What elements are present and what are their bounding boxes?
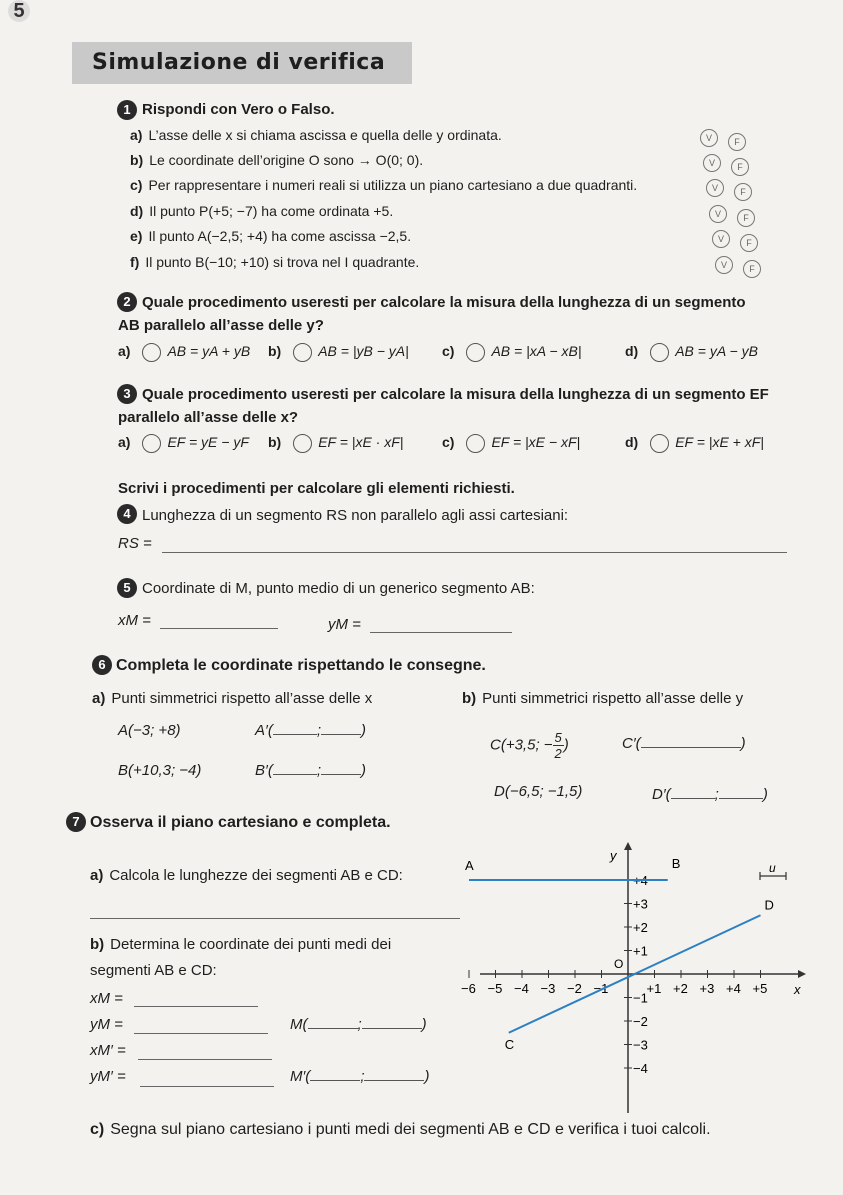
question-6-text: Completa le coordinate rispettando le consegne. — [116, 657, 486, 674]
q2-option-c[interactable] — [442, 343, 581, 362]
true-option-circle[interactable]: V — [715, 256, 733, 274]
x-axis-label: x — [794, 982, 801, 997]
y-tick-label: +2 — [633, 920, 648, 935]
fraction-denominator: 2 — [554, 746, 562, 761]
option-label: a) — [118, 434, 131, 451]
part-text: Determina le coordinate dei punti medi dei — [110, 936, 392, 953]
separator: ; — [360, 1068, 365, 1085]
m-label: M( — [290, 1016, 308, 1033]
y-tick-label: −1 — [633, 990, 648, 1006]
statement-text: Il punto A(−2,5; +4) ha come ascissa −2,5. — [148, 228, 412, 244]
y-axis-label: y — [610, 848, 617, 863]
true-option-circle[interactable]: V — [709, 205, 727, 223]
point-a: A(−3; +8) — [118, 722, 181, 739]
origin-label: O — [614, 957, 624, 971]
false-option-circle[interactable]: F — [737, 209, 755, 227]
ym-answer-line[interactable] — [370, 632, 512, 633]
option-label: c) — [442, 434, 455, 451]
true-option-circle[interactable]: V — [703, 154, 721, 172]
page-number: 5 — [8, 0, 30, 22]
unit-label: u — [769, 861, 776, 875]
separator: ; — [316, 762, 321, 779]
question-number-1: 1 — [117, 100, 137, 120]
q7-ym-label: yM = — [90, 1016, 123, 1033]
separator: ; — [714, 786, 719, 803]
true-option-circle[interactable]: V — [706, 179, 724, 197]
question-number-2: 2 — [117, 292, 137, 312]
close-paren: ) — [421, 1016, 427, 1033]
close-paren: ) — [762, 786, 768, 803]
q2-option-b[interactable] — [268, 343, 409, 362]
image-label: C′( — [622, 735, 641, 752]
ym-label: yM = — [328, 616, 361, 633]
question-7-text: Osserva il piano cartesiano e completa. — [90, 814, 391, 831]
question-5-text: Coordinate di M, punto medio di un generico segmento AB: — [142, 580, 535, 597]
option-formula: EF = |xE · xF| — [318, 434, 404, 451]
point-c — [490, 730, 569, 761]
false-option-circle[interactable]: F — [728, 133, 746, 151]
close-paren: ) — [424, 1068, 430, 1085]
part-label: c) — [90, 1121, 105, 1138]
point-c-prefix: C(+3,5; − — [490, 736, 553, 754]
q7-xm2-label: xM′ = — [90, 1042, 126, 1059]
radio-circle[interactable] — [466, 343, 485, 362]
question-4-text: Lunghezza di un segmento RS non parallelo agli assi cartesiani: — [142, 507, 569, 524]
option-label: b) — [268, 343, 282, 360]
option-formula: AB = yA + yB — [167, 343, 251, 360]
separator: ; — [316, 722, 321, 739]
part-label: a) — [90, 867, 104, 884]
page-title: Simulazione di verifica — [92, 50, 386, 75]
option-formula: EF = yE − yF — [167, 434, 249, 451]
tf-statement-b — [130, 152, 423, 168]
radio-circle[interactable] — [142, 434, 161, 453]
y-axis-arrow — [624, 842, 632, 850]
x-tick-label: −1 — [593, 981, 609, 996]
tf-statement-f — [130, 254, 419, 270]
question-1-text: Rispondi con Vero o Falso. — [142, 101, 335, 118]
statement-label: d) — [130, 203, 144, 219]
point-c-prime[interactable] — [622, 735, 746, 752]
statement-label: e) — [130, 228, 143, 244]
point-d-prime[interactable] — [652, 786, 768, 803]
y-tick-label: −2 — [633, 1014, 648, 1029]
point-a-prime[interactable] — [255, 722, 366, 739]
statement-label: c) — [130, 177, 143, 193]
point-label-B: B — [671, 856, 681, 871]
option-label: b) — [268, 434, 282, 451]
tf-statement-a — [130, 127, 502, 143]
q7-ym2-line[interactable] — [140, 1086, 274, 1087]
x-tick-label: −3 — [540, 981, 556, 996]
part-label: b) — [462, 690, 477, 707]
y-tick-label: +1 — [633, 943, 648, 959]
false-option-circle[interactable]: F — [740, 234, 758, 252]
true-option-circle[interactable]: V — [700, 129, 718, 147]
y-tick-label: −4 — [633, 1061, 648, 1076]
point-d: D(−6,5; −1,5) — [494, 783, 583, 800]
q2-option-d[interactable] — [625, 343, 758, 362]
option-label: c) — [442, 343, 455, 360]
q6-b-heading — [462, 690, 743, 707]
true-option-circle[interactable]: V — [712, 230, 730, 248]
y-tick-label: +3 — [633, 896, 648, 912]
part-label: b) — [90, 936, 105, 953]
option-label: a) — [118, 343, 131, 360]
q3-option-a[interactable] — [118, 434, 249, 453]
question-number-3: 3 — [117, 384, 137, 404]
tf-statement-d — [130, 203, 393, 219]
cartesian-plane — [461, 838, 830, 1118]
y-tick-label: +4 — [633, 873, 648, 888]
tf-statement-c — [130, 177, 637, 193]
part-label: a) — [92, 690, 106, 707]
y-tick-label: −3 — [633, 1037, 648, 1053]
part-text: Punti simmetrici rispetto all’asse delle y — [482, 690, 744, 707]
x-tick-label: +4 — [726, 981, 741, 996]
x-axis-arrow — [798, 970, 806, 978]
x-tick-label: +3 — [699, 981, 715, 996]
statement-label: f) — [130, 254, 140, 270]
fraction-numerator: 5 — [554, 730, 562, 745]
statement-text: L’asse delle x si chiama ascissa e quella delle y ordinata. — [148, 127, 502, 143]
part-text: Segna sul piano cartesiano i punti medi dei segmenti AB e CD e verifica i tuoi calcoli. — [110, 1121, 711, 1138]
x-tick-label: +5 — [752, 981, 768, 996]
q7-ym2-label: yM′ = — [90, 1068, 126, 1085]
close-paren: ) — [360, 762, 366, 779]
q7-xm-line[interactable] — [134, 1006, 258, 1007]
x-tick-label: −2 — [567, 981, 582, 996]
option-formula: EF = |xE + xF| — [675, 434, 764, 451]
false-option-circle[interactable]: F — [734, 183, 752, 201]
question-number-4: 4 — [117, 504, 137, 524]
q3-option-b[interactable] — [268, 434, 403, 453]
question-3-text-line2: parallelo all’asse delle x? — [118, 409, 299, 426]
xm-label: xM = — [118, 612, 151, 629]
option-formula: AB = |xA − xB| — [491, 343, 582, 360]
xm-answer-line[interactable] — [160, 628, 278, 629]
point-b-prime[interactable] — [255, 762, 366, 779]
close-paren: ) — [360, 722, 366, 739]
question-2-text-line1: Quale procedimento useresti per calcolare la misura della lunghezza di un segmento — [142, 294, 746, 311]
image-label: A′( — [255, 722, 273, 739]
q3-option-d[interactable] — [625, 434, 764, 453]
close-paren: ) — [740, 735, 746, 752]
radio-circle[interactable] — [650, 343, 669, 362]
option-formula: AB = yA − yB — [675, 343, 758, 360]
statement-text: Il punto P(+5; −7) ha come ordinata +5. — [149, 203, 394, 219]
option-label: d) — [625, 343, 639, 360]
option-formula: AB = |yB − yA| — [318, 343, 409, 360]
false-option-circle[interactable]: F — [743, 260, 761, 278]
part-text: Punti simmetrici rispetto all’asse delle x — [111, 690, 373, 707]
question-number-7: 7 — [66, 812, 86, 832]
question-number-5: 5 — [117, 578, 137, 598]
statement-text: Le coordinate dell’origine O sono → O(0; 0). — [149, 152, 424, 168]
point-label-A: A — [465, 858, 474, 873]
q7-m[interactable] — [290, 1016, 427, 1033]
tf-statement-e — [130, 228, 411, 244]
rs-answer-line[interactable] — [162, 552, 787, 553]
radio-circle[interactable] — [142, 343, 161, 362]
m2-label: M′( — [290, 1068, 311, 1085]
x-tick-label: +1 — [646, 981, 662, 996]
statement-label: a) — [130, 127, 143, 143]
q7-ym-line[interactable] — [134, 1033, 268, 1034]
false-option-circle[interactable]: F — [731, 158, 749, 176]
statement-label: b) — [130, 152, 144, 168]
radio-circle[interactable] — [650, 434, 669, 453]
q7-b-line2: segmenti AB e CD: — [90, 962, 217, 979]
part-text: Calcola le lunghezze dei segmenti AB e CD: — [109, 867, 403, 884]
q7-m2[interactable] — [290, 1068, 429, 1085]
fraction — [553, 730, 564, 761]
option-label: d) — [625, 434, 639, 451]
image-label: D′( — [652, 786, 671, 803]
radio-circle[interactable] — [293, 434, 312, 453]
rs-label: RS = — [118, 535, 152, 552]
q2-option-a[interactable] — [118, 343, 250, 362]
q7-xm-label: xM = — [90, 990, 123, 1007]
point-label-D: D — [764, 897, 774, 913]
radio-circle[interactable] — [466, 434, 485, 453]
q3-option-c[interactable] — [442, 434, 580, 453]
q7-c — [90, 1121, 711, 1139]
statement-text: Per rappresentare i numeri reali si utilizza un piano cartesiano a due quadranti. — [148, 177, 638, 193]
x-tick-label: −5 — [487, 981, 503, 996]
statement-text: Il punto B(−10; +10) si trova nel I quadrante. — [145, 254, 420, 270]
separator: ; — [357, 1016, 362, 1033]
point-b: B(+10,3; −4) — [118, 762, 202, 779]
x-tick-label: −6 — [461, 981, 476, 996]
point-c-suffix: ) — [563, 736, 569, 754]
question-3-text-line1: Quale procedimento useresti per calcolare la misura della lunghezza di un segmento EF — [142, 386, 769, 403]
section-heading: Scrivi i procedimenti per calcolare gli elementi richiesti. — [118, 480, 515, 497]
radio-circle[interactable] — [293, 343, 312, 362]
question-number-6: 6 — [92, 655, 112, 675]
x-tick-label: +2 — [673, 981, 688, 996]
q7-xm2-line[interactable] — [138, 1059, 272, 1060]
x-tick-label: −4 — [514, 981, 529, 996]
image-label: B′( — [255, 762, 273, 779]
q7-b-line1 — [90, 936, 391, 953]
option-formula: EF = |xE − xF| — [491, 434, 581, 451]
q7-a-answer-line[interactable] — [90, 918, 460, 919]
q7-a — [90, 867, 403, 884]
point-label-C: C — [504, 1036, 515, 1052]
question-2-text-line2: AB parallelo all’asse delle y? — [118, 317, 324, 334]
q6-a-heading — [92, 690, 372, 707]
